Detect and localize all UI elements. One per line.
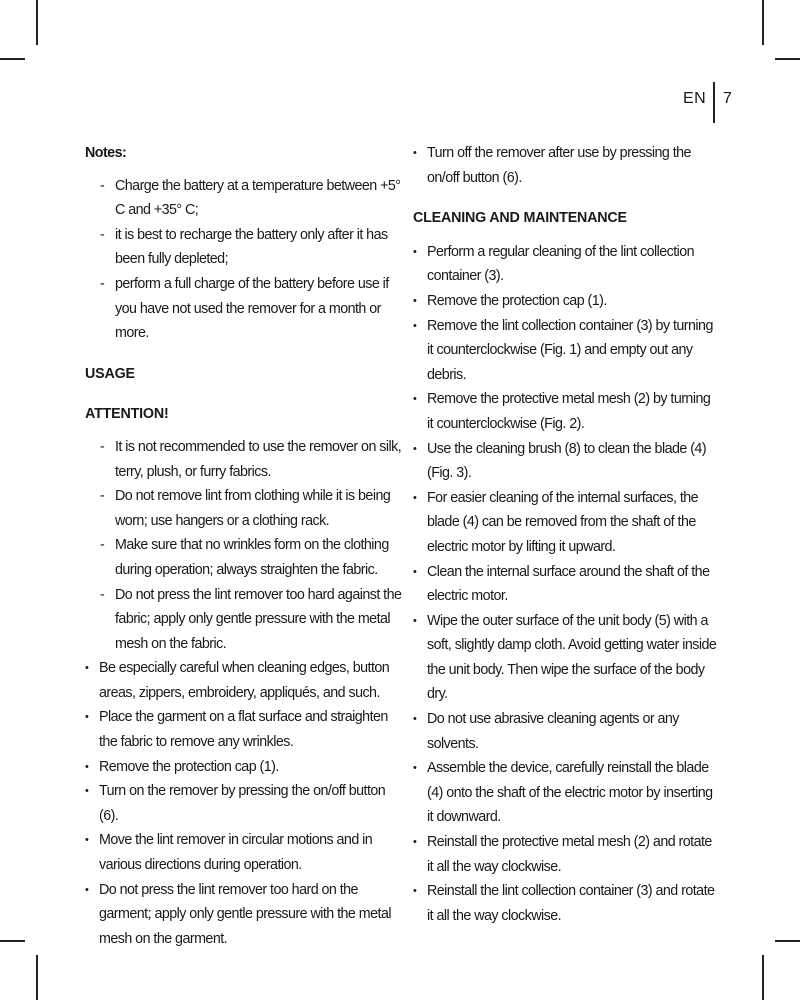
notes-item: - Charge the battery at a temperature between +5° C and +35° C; [85,174,405,223]
cleaning-item: • Remove the protection cap (1). [413,289,718,314]
notes-item: - it is best to recharge the battery only after it has been fully depleted; [85,223,405,272]
cleaning-item: • Wipe the outer surface of the unit body (5) with a soft, slightly damp cloth. Avoid getting water inside the unit body. Then wipe the surface of the body dry. [413,609,718,707]
crop-mark-top-left-horizontal [0,58,25,60]
crop-mark-bottom-left-vertical [36,955,38,1000]
page-number: 7 [723,90,732,107]
header-separator [713,82,715,123]
notes-title: Notes: [85,145,127,161]
attention-heading: ATTENTION! [85,406,169,423]
cleaning-heading: CLEANING AND MAINTENANCE [413,210,627,227]
attention-list [85,435,405,656]
attention-item: - Make sure that no wrinkles form on the clothing during operation; always straighten the fabric. [85,533,405,582]
usage-steps-continued-list [413,141,718,190]
attention-item: - It is not recommended to use the remover on silk, terry, plush, or furry fabrics. [85,435,405,484]
cleaning-item: • Remove the protective metal mesh (2) by turning it counterclockwise (Fig. 2). [413,387,718,436]
notes-item: - perform a full charge of the battery before use if you have not used the remover for a month or more. [85,272,405,346]
usage-step: • Place the garment on a flat surface and straighten the fabric to remove any wrinkles. [85,705,405,754]
cleaning-item: • Assemble the device, carefully reinstall the blade (4) onto the shaft of the electric motor by inserting it downward. [413,756,718,830]
usage-step: • Move the lint remover in circular motions and in various directions during operation. [85,828,405,877]
cleaning-list [413,240,718,929]
cleaning-item: • Reinstall the lint collection container (3) and rotate it all the way clockwise. [413,879,718,928]
cleaning-item: • Clean the internal surface around the shaft of the electric motor. [413,560,718,609]
crop-mark-top-right-vertical [762,0,764,45]
cleaning-item: • Use the cleaning brush (8) to clean the blade (4) (Fig. 3). [413,437,718,486]
language-code: EN [683,90,707,107]
usage-heading: USAGE [85,365,135,382]
crop-mark-bottom-right-vertical [762,955,764,1000]
crop-mark-top-right-horizontal [775,58,800,60]
usage-steps-list [85,656,405,951]
attention-item: - Do not press the lint remover too hard against the fabric; apply only gentle pressure with the metal mesh on the fabric. [85,583,405,657]
usage-step: • Remove the protection cap (1). [85,755,405,780]
usage-step: • Turn on the remover by pressing the on/off button (6). [85,779,405,828]
usage-step: • Do not press the lint remover too hard on the garment; apply only gentle pressure with the metal mesh on the garment. [85,878,405,952]
usage-step: • Turn off the remover after use by pressing the on/off button (6). [413,141,718,190]
right-column [413,141,718,928]
notes-list [85,174,405,346]
left-column [85,141,405,951]
usage-step: • Be especially careful when cleaning edges, button areas, zippers, embroidery, appliqués, and such. [85,656,405,705]
cleaning-item: • Remove the lint collection container (3) by turning it counterclockwise (Fig. 1) and empty out any debris. [413,314,718,388]
crop-mark-bottom-right-horizontal [775,940,800,942]
crop-mark-bottom-left-horizontal [0,940,25,942]
cleaning-item: • Perform a regular cleaning of the lint collection container (3). [413,240,718,289]
cleaning-item: • For easier cleaning of the internal surfaces, the blade (4) can be removed from the shaft of the electric motor by lifting it upward. [413,486,718,560]
cleaning-item: • Do not use abrasive cleaning agents or any solvents. [413,707,718,756]
attention-item: - Do not remove lint from clothing while it is being worn; use hangers or a clothing rack. [85,484,405,533]
crop-mark-top-left-vertical [36,0,38,45]
cleaning-item: • Reinstall the protective metal mesh (2) and rotate it all the way clockwise. [413,830,718,879]
